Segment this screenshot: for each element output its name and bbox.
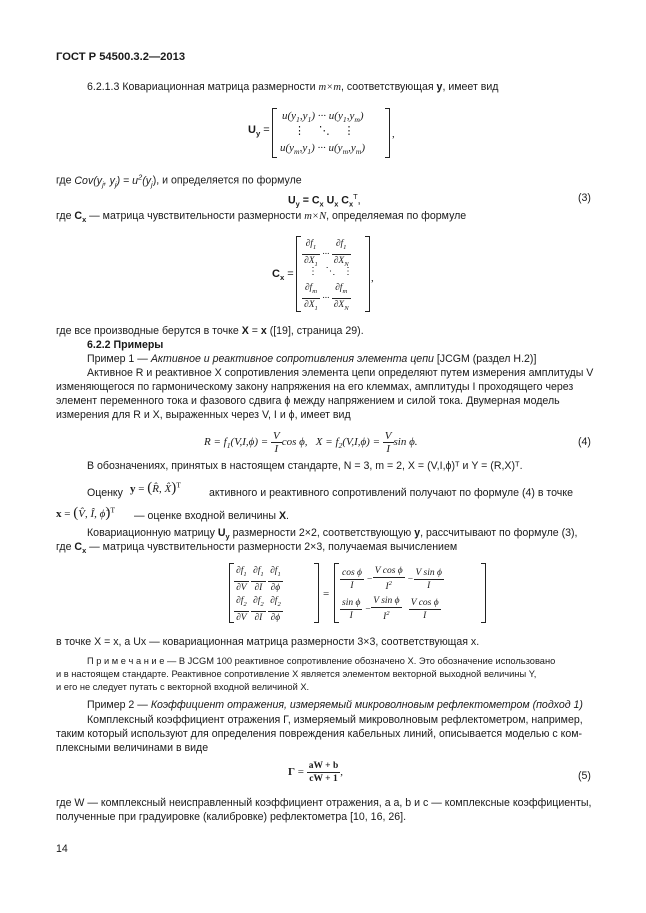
note-line3: и его не следует путать с векторной входной величиной X.: [56, 682, 310, 692]
eq5-number: (5): [578, 770, 591, 782]
covar-cx: $C_x$: [74, 541, 87, 556]
final-l2: полученные при градуировке (калибровке) рефлектометра [10, 16, 26].: [56, 811, 407, 823]
derivs-tail: ([19], страница 29).: [266, 325, 364, 337]
sec-6213-mid: , соответствующая: [340, 81, 437, 93]
sec-6213-tail: , имеет вид: [442, 81, 499, 93]
ex2-title: Коэффициент отражения, измеряемый микроволновым рефлектометром (подход 1): [150, 699, 583, 711]
document-header: ГОСТ Р 54500.3.2—2013: [56, 51, 186, 63]
complex-l1: Комплексный коэффициент отражения Γ, измеряемый микроволновым рефлектометром, например,: [87, 714, 583, 726]
covar-y: y: [414, 527, 421, 539]
example-1-line: [87, 352, 536, 366]
eq3-number: (3): [578, 192, 591, 204]
cx-def-sub: x: [82, 215, 87, 225]
active-para-l3: элемент переменного тока и фазового сдвига ϕ между напряжением и силой тока. Двумерная модель: [56, 395, 560, 407]
cx-comma: ,: [371, 272, 374, 284]
estimate-l2: — оценке входной величины: [134, 510, 279, 522]
notation-line: В обозначениях, принятых в настоящем стандарте, N = 3, m = 2, X = (V,I,ϕ)ᵀ и Y = (R,X)ᵀ.: [87, 460, 523, 472]
derivs-x: x: [260, 325, 267, 337]
cx-definition-line: [56, 209, 466, 227]
uy-symbol: $U_y$ =: [248, 124, 270, 139]
page-number: 14: [56, 843, 68, 855]
covar-l1a: Ковариационную матрицу: [87, 527, 218, 539]
active-para-l2: изменяющегося по гармоническому закону напряжения на его клеммах, амплитуды I проходящего через: [56, 381, 574, 393]
covar-l2a: где: [56, 541, 75, 553]
cx-def-tail: — матрица чувствительности размерности: [86, 210, 305, 222]
note-line1: [87, 655, 555, 668]
note-label: П р и м е ч а н и е: [87, 656, 165, 666]
uy-matrix: $u(y_1,y_1)$ ··· $u(y_1,y_m)$ ⋮ ⋱ ⋮ $u(y_m,y_1)$ ··· $u(y_m,y_m)$: [272, 108, 390, 158]
covar-l1c: , рассчитывают по формуле (3),: [420, 527, 578, 539]
cx-def-dims: m×N: [304, 211, 327, 222]
estimate-y-expr: y = (R̂, X̂)$^T$: [130, 480, 181, 496]
ex1-title: Активное и реактивное сопротивления элемента цепи: [150, 353, 434, 365]
estimate-dot: .: [286, 510, 289, 522]
covar-l1b: размерности 2×2, соответствующую: [229, 527, 415, 539]
section-622-title: 6.2.2 Примеры: [87, 339, 164, 351]
section-6213-line: [87, 80, 498, 95]
ex1-label: Пример 1 —: [87, 353, 151, 365]
sec-6213-dims: m×m: [318, 82, 341, 93]
cov-tail: ), и определяется по формуле: [152, 174, 302, 187]
equation-4: $R = f_1(V,I,\phi)$ = $\frac{V}{I}$ cos ϕ, $X = f_2(V,I,\phi)$ = $\frac{V}{I}$ sin ϕ.: [204, 430, 418, 455]
example-2-line: [87, 698, 583, 712]
eq4-number: (4): [578, 436, 591, 448]
estimate-x-expr: x = (V̂, Î, ϕ̂)$^T$: [56, 505, 116, 521]
cx-symbol: $C_x$ =: [272, 268, 294, 283]
derivatives-line: [56, 324, 364, 338]
cx-def-end: , определяемая по формуле: [326, 210, 467, 222]
note-l1: — В JCGM 100 реактивное сопротивление обозначено X. Это обозначение использовано: [164, 656, 556, 666]
cx-def-symbol: C: [74, 210, 83, 222]
covar-l2b: — матрица чувствительности размерности 2×3, получаемая вычислением: [86, 541, 458, 553]
cov-where: где: [56, 174, 75, 187]
complex-l3: плексными величинами в виде: [56, 742, 209, 754]
estimate-word: Оценку: [87, 487, 123, 499]
values-matrix: $\frac{\text{cos ϕ}}{I}$ − $\frac{\text{V cos ϕ}}{I^2}$ − $\frac{\text{V sin ϕ}}{I}$ $\frac{\text{sin ϕ}}{I}$ − $\frac{\text{V sin ϕ}}{I^2}$ $\frac{\text{V cos ϕ}}{I}$: [334, 563, 486, 623]
estimate-line2: [134, 509, 289, 523]
equation-5: Γ = $\frac{aW + b}{cW + 1}$ ,: [288, 761, 343, 784]
matrix-equals: =: [323, 588, 330, 600]
cx-matrix: $\frac{\partial f_1}{\partial X_1}$ ··· $\frac{\partial f_1}{\partial X_N}$ ⋮ ⋱ ⋮ $\frac{\partial f_m}{\partial X_1}$ ··· $\frac{\partial f_m}{\partial X_N}$: [296, 236, 370, 312]
derivs-X: X: [241, 325, 249, 337]
final-l1: где W — комплексный неисправленный коэффициент отражения, а a, b и c — комплексные коэффициенты,: [56, 797, 592, 809]
active-para-l1: Активное R и реактивное X сопротивления элемента цепи определяют путем измерения амплитуды V: [87, 367, 594, 379]
ex2-label: Пример 2 —: [87, 699, 151, 711]
ex1-ref: [JCGM (раздел H.2)]: [433, 353, 537, 365]
cov-expr: $Cov(y_j$, $y_j) = u^2(y_j$: [74, 172, 153, 189]
complex-l2: таким который используют для определения повреждения кабельных линий, описывается моделью с ком-: [56, 728, 583, 740]
note-line2: и в настоящем стандарте. Реактивное сопротивление X является элементом векторной выходной величины Y,: [56, 669, 537, 679]
estimate-X: X: [278, 510, 287, 522]
sec-6213-lead: 6.2.1.3 Ковариационная матрица размерности: [87, 81, 319, 93]
derivs-text: где все производные берутся в точке: [56, 325, 242, 337]
cx-def-lead: где: [56, 210, 75, 222]
covar-uy: $U_y$: [217, 527, 230, 542]
equation-3: $U_y = C_x$ $U_x$ $C_x^T$,: [288, 192, 361, 209]
derivs-eq: =: [248, 325, 261, 337]
point-line: в точке X = x, а Ux — ковариационная матрица размерности 3×3, соответствующая x.: [56, 636, 480, 648]
active-para-l4: измерения для R и X, выраженных через V, I и ϕ, имеет вид: [56, 409, 351, 421]
uy-comma: ,: [392, 128, 395, 140]
covar-line2: [56, 540, 457, 558]
estimate-tail: активного и реактивного сопротивлений получают по формуле (4) в точке: [209, 487, 573, 499]
cov-line: [56, 170, 302, 192]
partials-matrix: $\frac{\partial f_1}{\partial V}$ $\frac{\partial f_1}{\partial I}$ $\frac{\partial f_1}{\partial\phi}$ $\frac{\partial f_2}{\partial V}$ $\frac{\partial f_2}{\partial I}$ $\frac{\partial f_2}{\partial\phi}$: [229, 563, 319, 623]
sec-6213-y: y: [436, 81, 443, 93]
